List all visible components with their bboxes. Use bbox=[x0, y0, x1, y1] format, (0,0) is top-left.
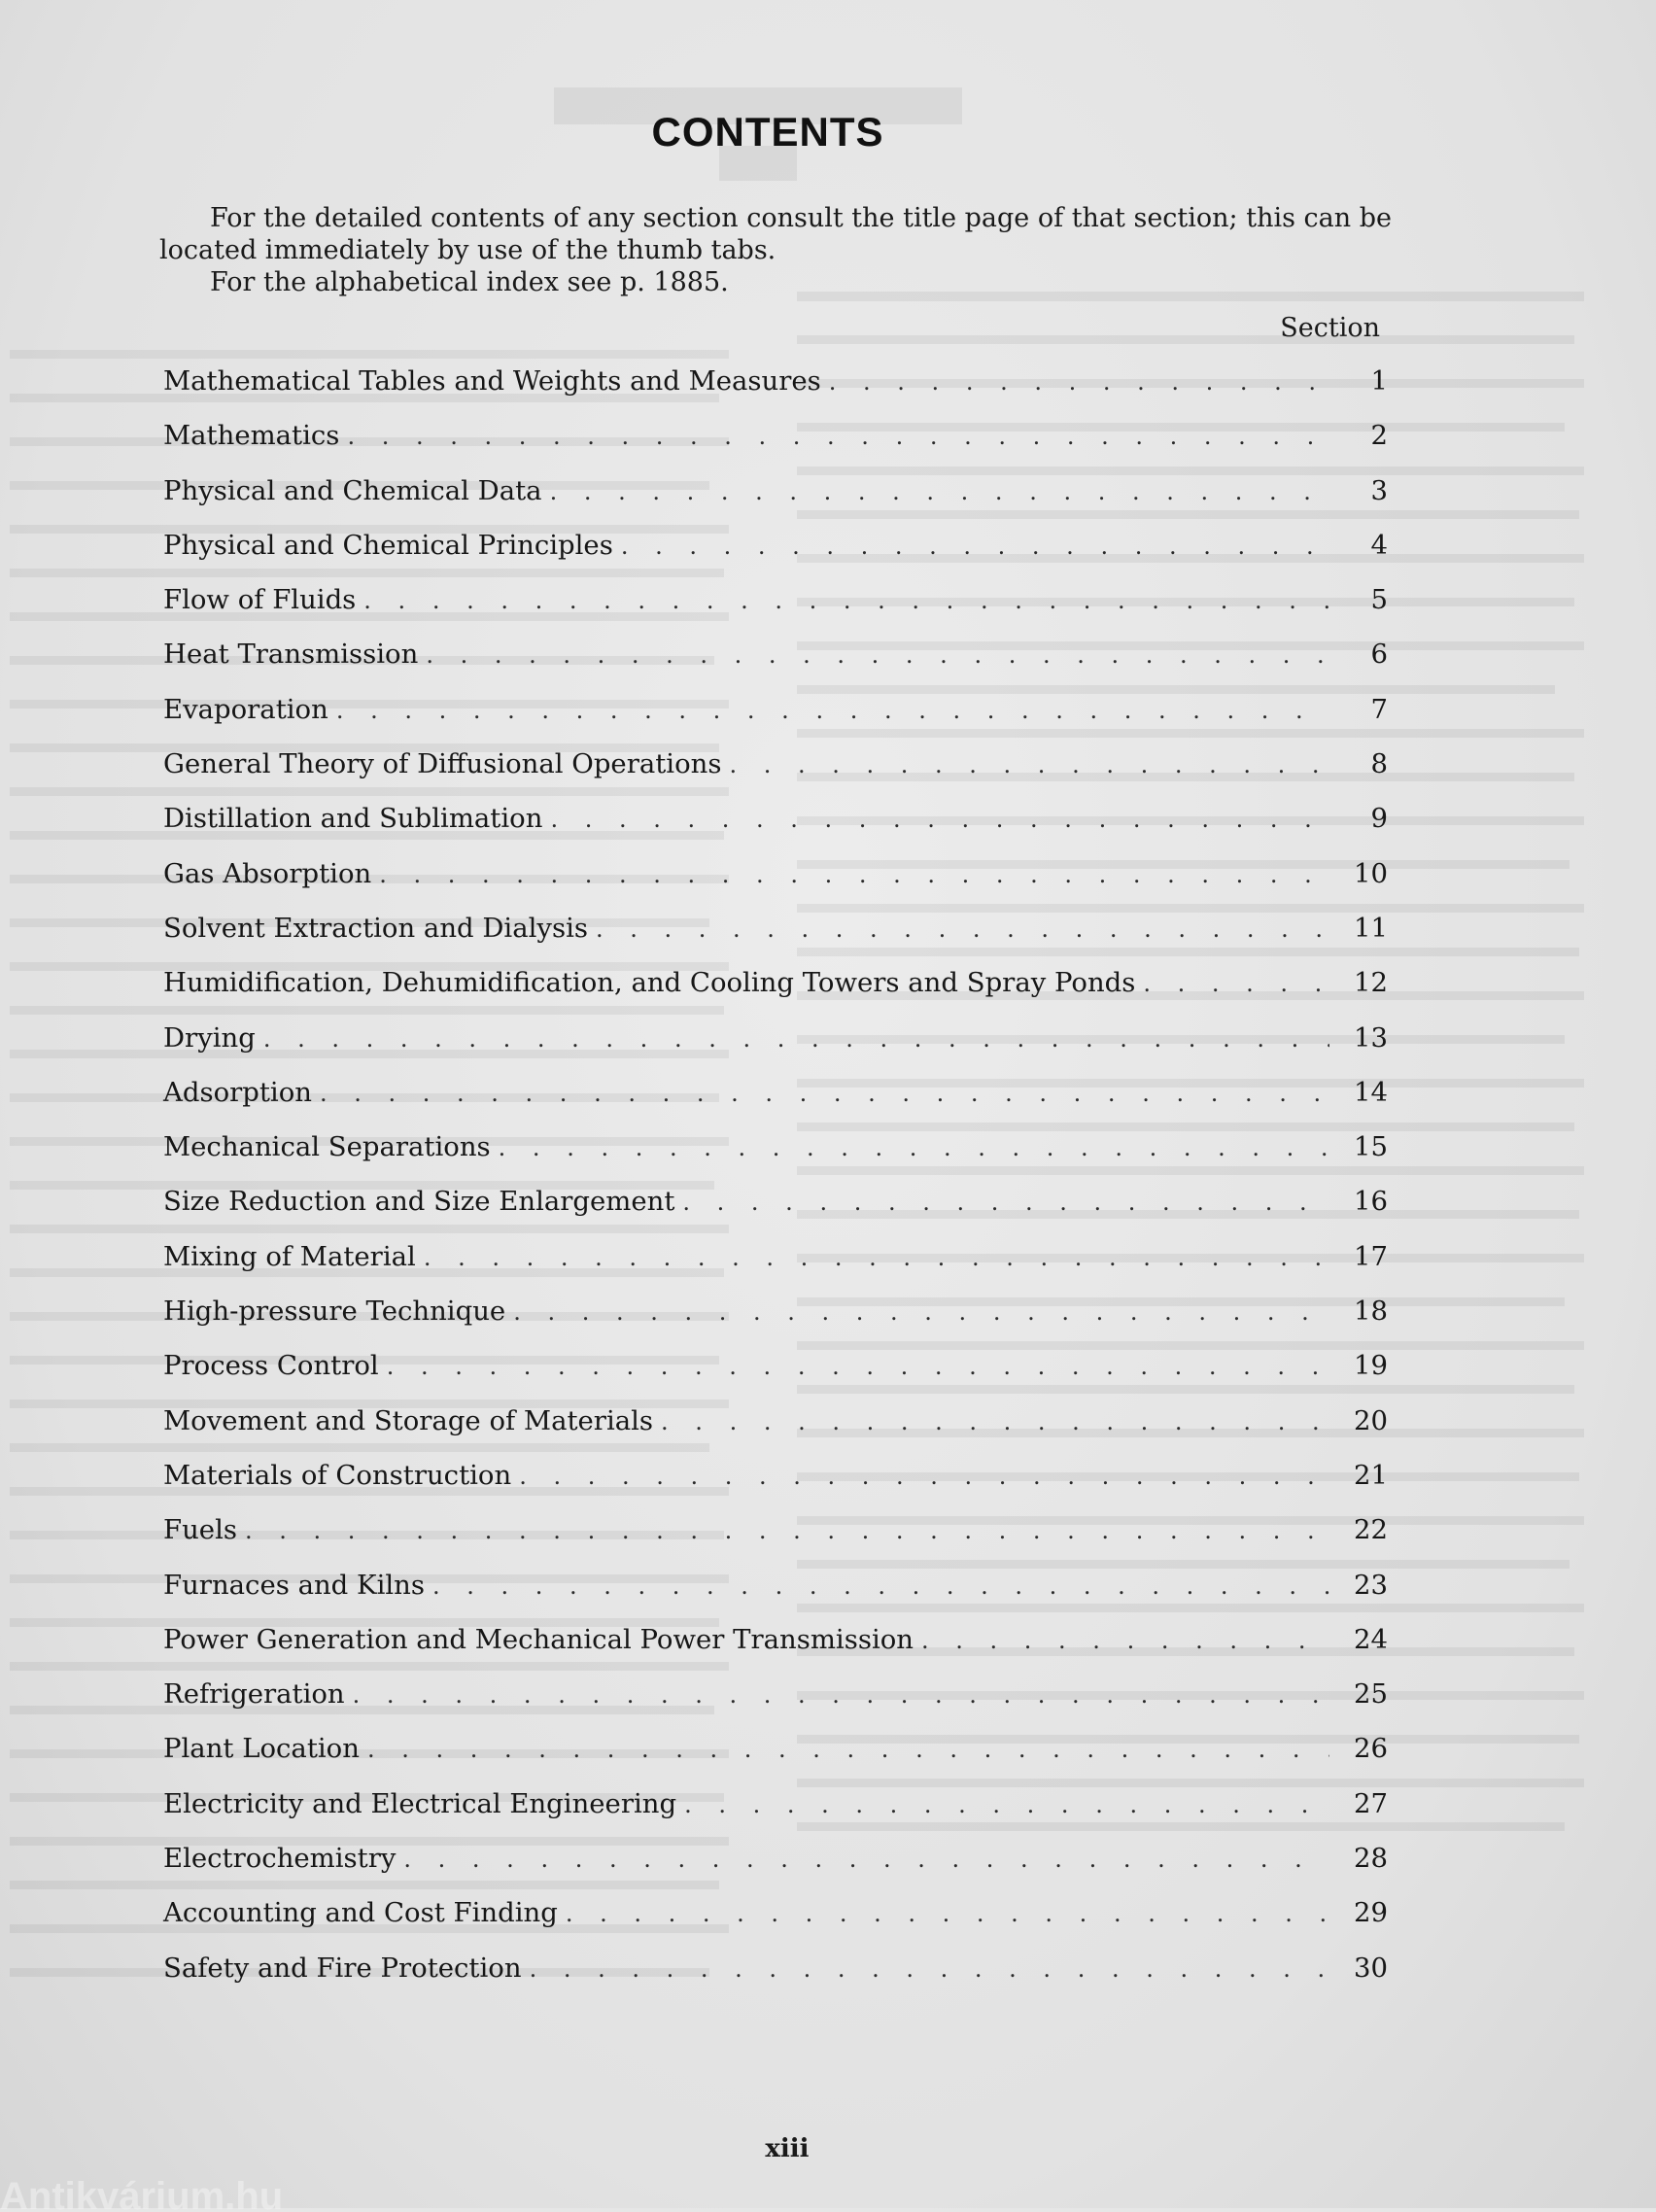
toc-entry-section-number: 4 bbox=[1370, 529, 1388, 561]
dot-leader bbox=[1143, 970, 1329, 997]
toc-entry-section-number: 11 bbox=[1354, 912, 1388, 944]
dot-leader bbox=[729, 751, 1329, 778]
toc-entry[interactable] bbox=[163, 913, 1388, 967]
toc-entry-title: Evaporation bbox=[163, 693, 328, 725]
page-number: xiii bbox=[765, 2134, 810, 2163]
toc-entry-section-number: 13 bbox=[1354, 1021, 1388, 1054]
toc-entry[interactable] bbox=[163, 1570, 1388, 1624]
index-reference: For the alphabetical index see p. 1885. bbox=[210, 267, 729, 297]
toc-entry-section-number: 20 bbox=[1354, 1404, 1388, 1436]
dot-leader bbox=[921, 1627, 1329, 1654]
toc-entry-section-number: 26 bbox=[1354, 1733, 1388, 1765]
toc-entry-title: Movement and Storage of Materials bbox=[163, 1404, 654, 1436]
toc-entry[interactable] bbox=[163, 1514, 1388, 1569]
toc-entry-section-number: 22 bbox=[1354, 1514, 1388, 1546]
toc-entry[interactable] bbox=[163, 1186, 1388, 1240]
toc-entry[interactable] bbox=[163, 1953, 1388, 2007]
toc-entry-section-number: 7 bbox=[1370, 693, 1388, 725]
toc-entry-title: Accounting and Cost Finding bbox=[163, 1897, 558, 1929]
dot-leader bbox=[550, 806, 1329, 833]
toc-entry[interactable] bbox=[163, 475, 1388, 530]
intro-paragraph: For the detailed contents of any section consult the title page of that section; this can be located immediately by use of the thumb tabs. bbox=[159, 203, 1392, 265]
toc-entry-section-number: 23 bbox=[1354, 1569, 1388, 1601]
toc-entry-section-number: 19 bbox=[1354, 1350, 1388, 1382]
dot-leader bbox=[530, 1955, 1329, 1983]
dot-leader bbox=[263, 1025, 1329, 1053]
toc-entry-section-number: 15 bbox=[1354, 1131, 1388, 1163]
toc-entry-title: Solvent Extraction and Dialysis bbox=[163, 912, 588, 944]
toc-entry[interactable] bbox=[163, 748, 1388, 803]
toc-entry-section-number: 5 bbox=[1370, 584, 1388, 616]
toc-entry[interactable] bbox=[163, 1897, 1388, 1952]
toc-entry[interactable] bbox=[163, 1843, 1388, 1897]
dot-leader bbox=[320, 1080, 1329, 1107]
toc-entry-title: Physical and Chemical Principles bbox=[163, 529, 613, 561]
toc-entry-section-number: 8 bbox=[1370, 748, 1388, 780]
toc-entry-title: Materials of Construction bbox=[163, 1459, 512, 1491]
toc-entry-title: Mathematical Tables and Weights and Measures bbox=[163, 365, 821, 397]
toc-entry[interactable] bbox=[163, 803, 1388, 857]
dot-leader bbox=[519, 1463, 1329, 1490]
toc-entry-title: Furnaces and Kilns bbox=[163, 1569, 425, 1601]
toc-entry-section-number: 27 bbox=[1354, 1787, 1388, 1819]
toc-entry[interactable] bbox=[163, 1296, 1388, 1350]
toc-entry-title: Electrochemistry bbox=[163, 1843, 397, 1875]
toc-entry-title: Physical and Chemical Data bbox=[163, 474, 542, 506]
toc-entry-section-number: 29 bbox=[1354, 1897, 1388, 1929]
dot-leader bbox=[432, 1573, 1329, 1600]
dot-leader bbox=[621, 533, 1329, 560]
table-of-contents bbox=[163, 365, 1388, 2007]
watermark-logo: Antikvárium.hu bbox=[0, 2175, 284, 2212]
toc-entry-title: Distillation and Sublimation bbox=[163, 803, 543, 835]
toc-entry-title: Flow of Fluids bbox=[163, 584, 357, 616]
toc-entry-title: Size Reduction and Size Enlargement bbox=[163, 1186, 675, 1218]
toc-entry-section-number: 2 bbox=[1370, 420, 1388, 452]
toc-entry-section-number: 30 bbox=[1354, 1952, 1388, 1984]
toc-entry-title: Plant Location bbox=[163, 1733, 360, 1765]
toc-entry[interactable] bbox=[163, 1131, 1388, 1186]
toc-entry-section-number: 25 bbox=[1354, 1678, 1388, 1711]
toc-entry[interactable] bbox=[163, 1405, 1388, 1460]
dot-leader bbox=[379, 861, 1329, 888]
toc-entry-title: Humidification, Dehumidification, and Cooling Towers and Spray Ponds bbox=[163, 967, 1136, 999]
toc-entry-section-number: 17 bbox=[1354, 1240, 1388, 1272]
page-title: CONTENTS bbox=[651, 109, 884, 155]
dot-leader bbox=[336, 697, 1329, 724]
toc-entry-title: Heat Transmission bbox=[163, 639, 419, 671]
dot-leader bbox=[363, 587, 1329, 614]
toc-entry[interactable] bbox=[163, 584, 1388, 639]
dot-leader bbox=[661, 1408, 1329, 1435]
dot-leader bbox=[245, 1517, 1329, 1544]
toc-entry[interactable] bbox=[163, 530, 1388, 584]
toc-entry[interactable] bbox=[163, 1077, 1388, 1131]
toc-entry-section-number: 28 bbox=[1354, 1843, 1388, 1875]
dot-leader bbox=[387, 1353, 1329, 1380]
dot-leader bbox=[550, 478, 1329, 505]
dot-leader bbox=[499, 1134, 1329, 1161]
toc-entry-section-number: 1 bbox=[1370, 365, 1388, 397]
toc-entry-title: High-pressure Technique bbox=[163, 1296, 506, 1328]
toc-entry-section-number: 21 bbox=[1354, 1459, 1388, 1491]
toc-entry-title: Drying bbox=[163, 1021, 256, 1054]
dot-leader bbox=[426, 641, 1329, 669]
dot-leader bbox=[347, 423, 1329, 450]
toc-entry-section-number: 16 bbox=[1354, 1186, 1388, 1218]
toc-entry[interactable] bbox=[163, 639, 1388, 693]
toc-entry-section-number: 24 bbox=[1354, 1623, 1388, 1655]
toc-entry-section-number: 6 bbox=[1370, 639, 1388, 671]
toc-entry[interactable] bbox=[163, 1241, 1388, 1296]
toc-entry[interactable] bbox=[163, 1460, 1388, 1514]
toc-entry-title: Mathematics bbox=[163, 420, 340, 452]
toc-entry[interactable] bbox=[163, 967, 1388, 1021]
toc-entry[interactable] bbox=[163, 694, 1388, 748]
toc-entry[interactable] bbox=[163, 1733, 1388, 1787]
toc-entry-section-number: 14 bbox=[1354, 1076, 1388, 1108]
dot-leader bbox=[684, 1791, 1329, 1818]
toc-entry-title: Electricity and Electrical Engineering bbox=[163, 1787, 677, 1819]
dot-leader bbox=[353, 1681, 1329, 1709]
toc-entry-section-number: 9 bbox=[1370, 803, 1388, 835]
toc-entry-title: General Theory of Diffusional Operations bbox=[163, 748, 722, 780]
toc-entry-title: Process Control bbox=[163, 1350, 379, 1382]
intro-text bbox=[159, 202, 1394, 298]
dot-leader bbox=[566, 1900, 1329, 1927]
toc-entry[interactable] bbox=[163, 1788, 1388, 1843]
toc-entry[interactable] bbox=[163, 1350, 1388, 1404]
section-column-label: Section bbox=[1280, 313, 1380, 343]
toc-entry-title: Mixing of Material bbox=[163, 1240, 416, 1272]
toc-entry-section-number: 12 bbox=[1354, 967, 1388, 999]
toc-entry-title: Safety and Fire Protection bbox=[163, 1952, 522, 1984]
toc-entry[interactable] bbox=[163, 1624, 1388, 1678]
dot-leader bbox=[403, 1846, 1329, 1873]
toc-entry-title: Gas Absorption bbox=[163, 857, 372, 889]
toc-entry-section-number: 18 bbox=[1354, 1296, 1388, 1328]
dot-leader bbox=[596, 916, 1329, 943]
toc-entry-title: Fuels bbox=[163, 1514, 237, 1546]
toc-entry-title: Mechanical Separations bbox=[163, 1131, 491, 1163]
toc-entry-title: Power Generation and Mechanical Power Transmission bbox=[163, 1623, 914, 1655]
toc-entry-section-number: 3 bbox=[1370, 474, 1388, 506]
dot-leader bbox=[829, 368, 1329, 396]
dot-leader bbox=[424, 1244, 1329, 1271]
toc-entry[interactable] bbox=[163, 1022, 1388, 1077]
toc-entry-section-number: 10 bbox=[1354, 857, 1388, 889]
toc-entry[interactable] bbox=[163, 420, 1388, 474]
dot-leader bbox=[682, 1189, 1329, 1216]
dot-leader bbox=[513, 1298, 1329, 1326]
toc-entry-title: Adsorption bbox=[163, 1076, 312, 1108]
toc-entry[interactable] bbox=[163, 858, 1388, 913]
dot-leader bbox=[367, 1736, 1329, 1763]
toc-entry-title: Refrigeration bbox=[163, 1678, 345, 1711]
toc-entry[interactable] bbox=[163, 365, 1388, 420]
toc-entry[interactable] bbox=[163, 1678, 1388, 1733]
